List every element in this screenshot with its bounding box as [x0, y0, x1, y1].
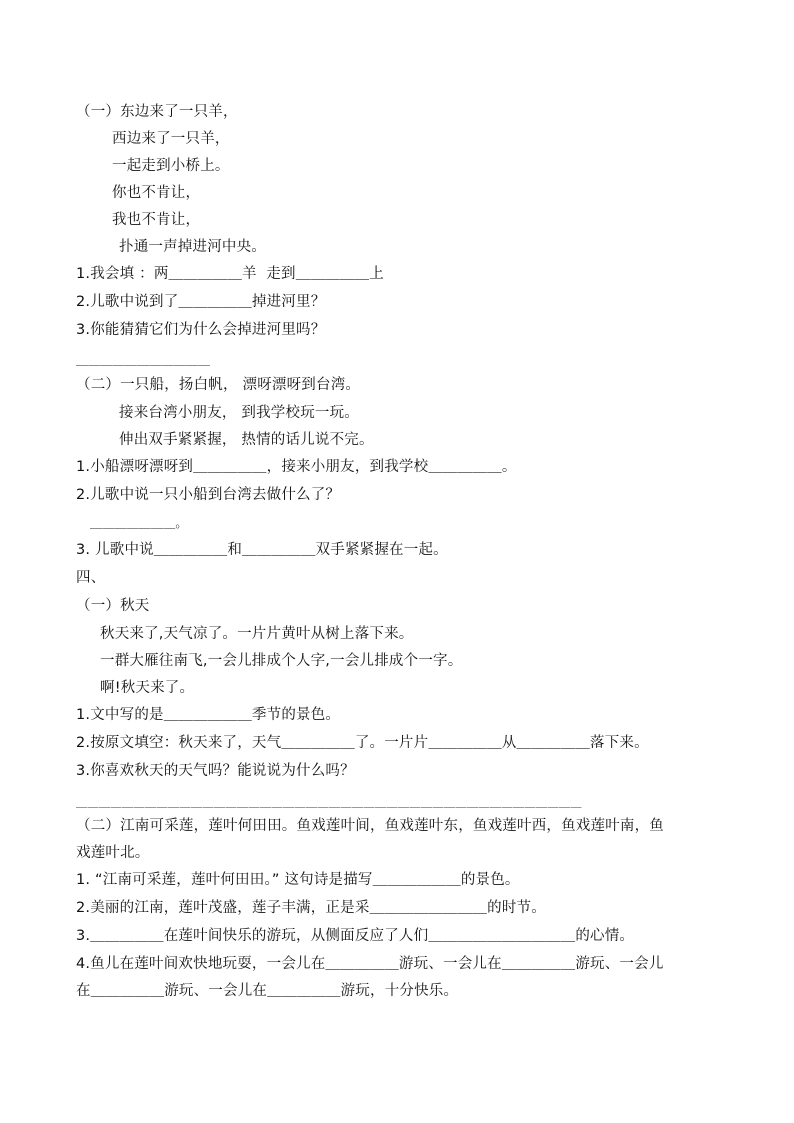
- section2-question-1: 1.小船漂呀漂呀到＿＿＿＿＿，接来小朋友，到我学校＿＿＿＿＿。: [76, 459, 517, 475]
- section1-question-2: 2.儿歌中说到了＿＿＿＿＿掉进河里？: [76, 294, 326, 310]
- section4-part2-question-4-line-1: 4.鱼儿在莲叶间欢快地玩耍，一会儿在＿＿＿＿＿游玩、一会儿在＿＿＿＿＿游玩、一会儿: [76, 956, 664, 972]
- section4-heading: 四、: [76, 570, 106, 586]
- section1-poem-line-3: 一起走到小桥上。: [112, 158, 230, 174]
- section2-poem-line-3: 伸出双手紧紧握， 热情的话儿说不完。: [119, 432, 374, 448]
- section4-part1-question-2: 2.按原文填空：秋天来了，天气＿＿＿＿＿了。一片片＿＿＿＿＿从＿＿＿＿＿落下来。: [76, 735, 649, 751]
- section4-part2-question-3: 3.＿＿＿＿＿在莲叶间快乐的游玩，从侧面反应了人们＿＿＿＿＿＿＿＿＿＿的心情。: [76, 928, 635, 944]
- section1-poem-line-5: 我也不肯让，: [112, 212, 201, 228]
- section1-poem-line-4: 你也不肯让，: [112, 185, 201, 201]
- section4-part1-text-2: 一群大雁往南飞,一会儿排成个人字,一会儿排成个一字。: [100, 653, 463, 669]
- section1-question-3: 3.你能猜猜它们为什么会掉进河里吗？: [76, 322, 326, 338]
- section4-part2-text-1: （二）江南可采莲，莲叶何田田。鱼戏莲叶间，鱼戏莲叶东，鱼戏莲叶西，鱼戏莲叶南，鱼: [76, 818, 664, 834]
- section1-poem-line-1: （一）东边来了一只羊，: [76, 104, 238, 120]
- section4-part1-question-3: 3.你喜欢秋天的天气吗？能说说为什么吗？: [76, 763, 355, 779]
- section1-answer-line: ＿＿＿＿＿＿＿＿＿＿＿: [76, 353, 211, 367]
- section1-question-1: 1.我会填 ：两＿＿＿＿＿羊 走到＿＿＿＿＿上: [76, 266, 384, 282]
- section4-part1-title: （一）秋天: [76, 598, 150, 614]
- section2-question-3: 3. 儿歌中说＿＿＿＿＿和＿＿＿＿＿双手紧紧握在一起。: [76, 542, 448, 558]
- section2-question-2-answer: ＿＿＿＿＿＿＿。: [90, 516, 188, 530]
- section4-part2-question-4-line-2: 在＿＿＿＿＿游玩、一会儿在＿＿＿＿＿游玩，十分快乐。: [76, 983, 459, 999]
- section4-part1-text-1: 秋天来了,天气凉了。一片片黄叶从树上落下来。: [100, 626, 414, 642]
- section4-part2-question-1: 1. “江南可采莲，莲叶何田田。” 这句诗是描写＿＿＿＿＿＿的景色。: [76, 872, 520, 888]
- section4-part2-question-2: 2.美丽的江南，莲叶茂盛，莲子丰满，正是采＿＿＿＿＿＿＿＿的时节。: [76, 900, 546, 916]
- section2-poem-line-2: 接来台湾小朋友， 到我学校玩一玩。: [119, 405, 360, 421]
- section2-poem-line-1: （二）一只船，扬白帆， 漂呀漂呀到台湾。: [76, 377, 361, 393]
- section4-part1-answer-line: ＿＿＿＿＿＿＿＿＿＿＿＿＿＿＿＿＿＿＿＿＿＿＿＿＿＿＿＿＿＿＿＿＿＿＿＿＿＿＿＿＿＿＿＿: [76, 796, 582, 809]
- section4-part2-text-2: 戏莲叶北。: [76, 845, 150, 861]
- section2-question-2: 2.儿歌中说一只小船到台湾去做什么了？: [76, 487, 341, 503]
- section1-poem-line-6: 扑通一声掉进河中央。: [119, 239, 266, 255]
- section1-poem-line-2: 西边来了一只羊，: [112, 131, 230, 147]
- section4-part1-text-3: 啊!秋天来了。: [100, 680, 195, 696]
- section4-part1-question-1: 1.文中写的是＿＿＿＿＿＿季节的景色。: [76, 707, 341, 723]
